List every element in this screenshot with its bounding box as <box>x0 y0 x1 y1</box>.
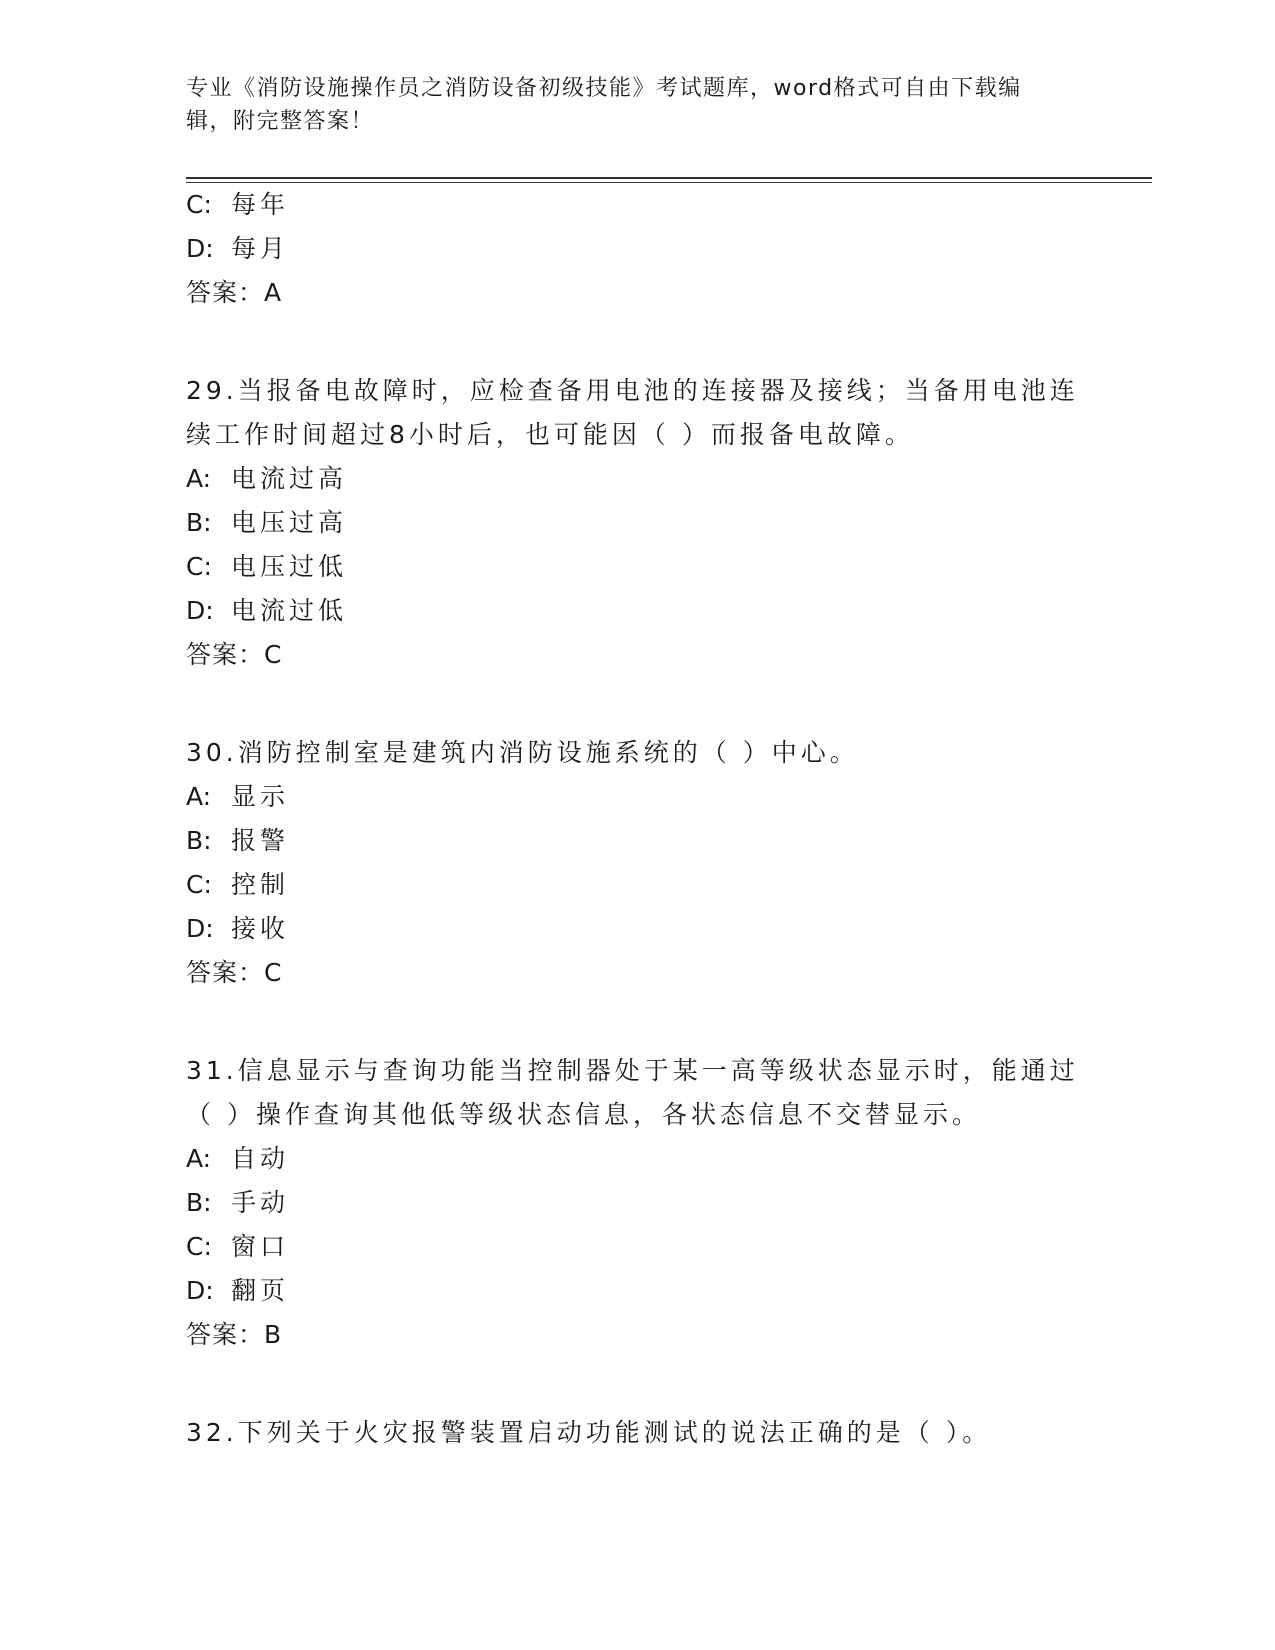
question-32-line-1: 32.下列关于火灾报警装置启动功能测试的说法正确的是（ ）。 <box>186 1418 992 1447</box>
option-a <box>186 464 347 494</box>
option-key: C: <box>186 870 212 899</box>
option-b <box>186 1188 289 1218</box>
option-key: A: <box>186 1144 212 1173</box>
option-key: A: <box>186 782 212 811</box>
option-key: A: <box>186 464 212 493</box>
question-29-line-2: 续工作时间超过8小时后，也可能因（ ）而报备电故障。 <box>186 420 914 449</box>
document-header <box>186 72 1086 138</box>
question-30-line-1: 30.消防控制室是建筑内消防设施系统的（ ）中心。 <box>186 738 859 767</box>
option-key: B: <box>186 1188 212 1217</box>
option-key: B: <box>186 508 212 537</box>
option-c <box>186 870 289 900</box>
answer-line: 答案：C <box>186 640 283 669</box>
option-text: 电压过低 <box>231 552 348 581</box>
header-divider-thin <box>186 182 1152 183</box>
option-d <box>186 234 289 264</box>
option-key: D: <box>186 596 214 625</box>
option-text: 显示 <box>231 782 290 811</box>
option-key: C: <box>186 552 212 581</box>
option-c <box>186 552 347 582</box>
option-a <box>186 782 289 812</box>
option-d <box>186 914 289 944</box>
answer-line: 答案：C <box>186 958 283 987</box>
option-text: 电流过低 <box>231 596 348 625</box>
option-text: 自动 <box>231 1144 290 1173</box>
question-29-line-1: 29.当报备电故障时，应检查备用电池的连接器及接线；当备用电池连 <box>186 376 1079 405</box>
option-d <box>186 596 347 626</box>
option-b <box>186 826 289 856</box>
option-text: 接收 <box>231 914 290 943</box>
question-31-line-2: （ ）操作查询其他低等级状态信息，各状态信息不交替显示。 <box>186 1100 981 1129</box>
option-d <box>186 1276 289 1306</box>
option-text: 手动 <box>231 1188 290 1217</box>
option-text: 窗口 <box>231 1232 290 1261</box>
question-31-line-1: 31.信息显示与查询功能当控制器处于某一高等级状态显示时，能通过 <box>186 1056 1079 1085</box>
option-text: 电流过高 <box>231 464 348 493</box>
option-b <box>186 508 347 538</box>
option-key: B: <box>186 826 212 855</box>
option-key: C: <box>186 1232 212 1261</box>
option-text: 电压过高 <box>231 508 348 537</box>
option-text: 控制 <box>231 870 290 899</box>
option-key: D: <box>186 234 214 263</box>
header-line-2: 辑，附完整答案！ <box>186 109 375 134</box>
option-text: 每月 <box>231 234 290 263</box>
option-text: 翻页 <box>231 1276 290 1305</box>
header-line-1: 专业《消防设施操作员之消防设备初级技能》考试题库，word格式可自由下载编 <box>186 76 1022 101</box>
option-c <box>186 1232 289 1262</box>
answer-line: 答案：A <box>186 278 283 307</box>
option-a <box>186 1144 289 1174</box>
option-c <box>186 190 289 220</box>
option-text: 报警 <box>231 826 290 855</box>
answer-line: 答案：B <box>186 1320 283 1349</box>
option-key: D: <box>186 1276 214 1305</box>
option-text: 每年 <box>231 190 290 219</box>
option-key: C: <box>186 190 212 219</box>
option-key: D: <box>186 914 214 943</box>
header-divider-thick <box>186 177 1152 179</box>
